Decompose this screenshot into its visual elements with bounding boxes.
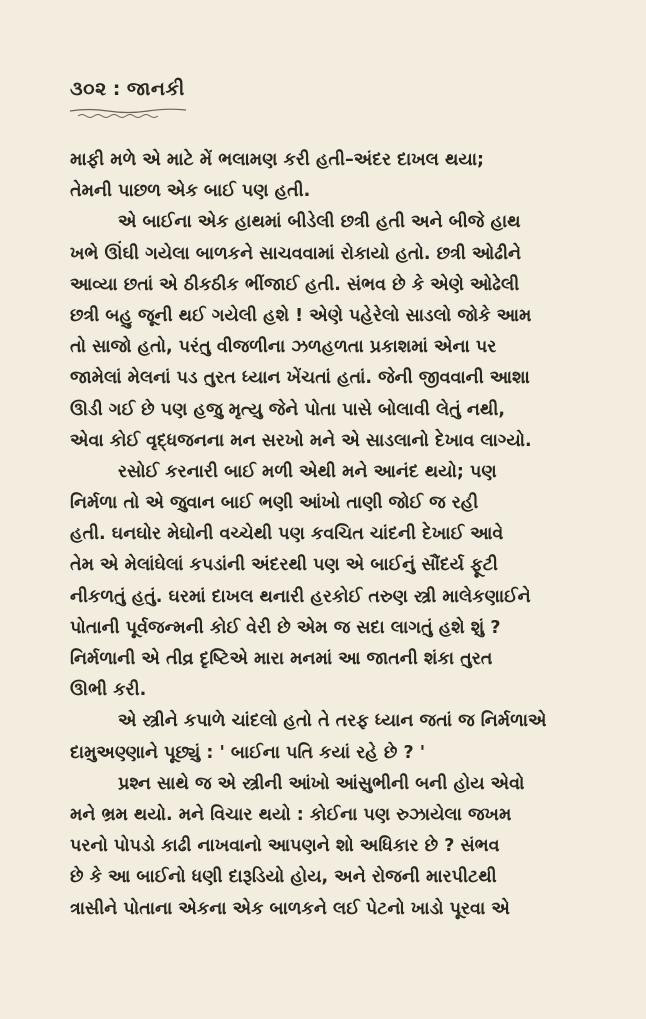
text-line: દામુઅણ્ણાને પૂછ્યું : ' બાઈના પતિ કયાં રહે છે ? '	[70, 742, 426, 763]
text-line: રસોઈ કરનારી બાઈ મળી એથી મને આનંદ થયો; પણ	[118, 461, 497, 482]
text-line: પોતાની પૂર્વજન્મની કોઈ વેરી છે એમ જ સદા લાગતું હશે શું ?	[70, 617, 501, 638]
text-line: તેમ એ મેલાંઘેલાં કપડાંની અંદરથી પણ એ બાઈનું સૌંદર્ય ફૂટી	[70, 555, 498, 576]
running-header	[70, 78, 185, 100]
header-separator: :	[112, 78, 121, 100]
text-line: નિર્મળાની એ તીવ્ર દૃષ્ટિએ મારા મનમાં આ જાતની શંકા તુરત	[70, 649, 493, 669]
text-line: એ બાઈના એક હાથમાં બીડેલી છત્રી હતી અને બીજે હાથ	[118, 212, 521, 233]
text-line: તો સાજો હતો, પરંતુ વીજળીના ઝળહળતા પ્રકાશમાં એના પર	[70, 337, 497, 358]
text-line: એવા કોઈ વૃદ્ધજનના મન સરખો મને એ સાડલાનો દેખાવ લાગ્યો.	[70, 430, 532, 451]
text-line: જામેલાં મેલનાં પડ તુરત ધ્યાન ખેંચતાં હતાં. જેની જીવવાની આશા	[70, 368, 530, 389]
header-flourish-icon	[68, 106, 188, 120]
text-line: એ સ્ત્રીને કપાળે ચાંદલો હતો તે તરફ ધ્યાન જતાં જ નિર્મળાએ	[118, 711, 547, 732]
text-line: પરનો પોપડો કાઢી નાખવાનો આપણને શો અધિકાર છે ? સંભવ	[70, 836, 500, 857]
text-line: છે કે આ બાઈનો ધણી દારૂડિયો હોય, અને રોજની મારપીટથી	[70, 867, 497, 888]
text-line: આવ્યા છતાં એ ઠીકઠીક ભીંજાઈ હતી. સંભવ છે કે એણે ઓઢેલી	[70, 274, 520, 295]
text-line: ત્રાસીને પોતાના એકના એક બાળકને લઈ પેટનો ખાડો પૂરવા એ	[70, 898, 510, 919]
body-text	[70, 145, 590, 925]
text-line: ખભે ઊંઘી ગયેલા બાળકને સાચવવામાં રોકાયો હતો. છત્રી ઓઢીને	[70, 243, 521, 264]
text-line: નિર્મળા તો એ જુવાન બાઈ ભણી આંખો તાણી જોઈ જ રહી	[70, 493, 479, 514]
text-line: હતી. ઘનઘોર મેઘોની વચ્ચેથી પણ કવચિત ચાંદની દેખાઈ આવે	[70, 524, 504, 545]
text-line: તેમની પાછળ એક બાઈ પણ હતી.	[70, 181, 311, 202]
text-line: પ્રશ્ન સાથે જ એ સ્ત્રીની આંખો આંસુભીની બની હોય એવો	[118, 773, 525, 794]
chapter-title: જાનકી	[126, 78, 185, 100]
text-line: ઊડી ગઈ છે પણ હજુ મૃત્યુ જેને પોતા પાસે બોલાવી લેતું નથી,	[70, 399, 505, 420]
text-line: માફી મળે એ માટે મેં ભલામણ કરી હતી–અંદર દાખલ થયા;	[70, 150, 484, 170]
text-line: ઊભી કરી.	[70, 680, 147, 701]
text-line: છત્રી બહુ જૂની થઈ ગયેલી હશે ! એણે પહેરેલો સાડલો જોકે આમ	[70, 305, 532, 326]
page-number: ૩૦૨	[70, 78, 107, 100]
text-line: મને ભ્રમ થયો. મને વિચાર થયો : કોઈના પણ રુઝાયેલા જખમ	[70, 804, 512, 825]
text-line: નીકળતું હતું. ઘરમાં દાખલ થનારી હરકોઈ તરુણ સ્ત્રી માલેકણાઈને	[70, 586, 531, 607]
